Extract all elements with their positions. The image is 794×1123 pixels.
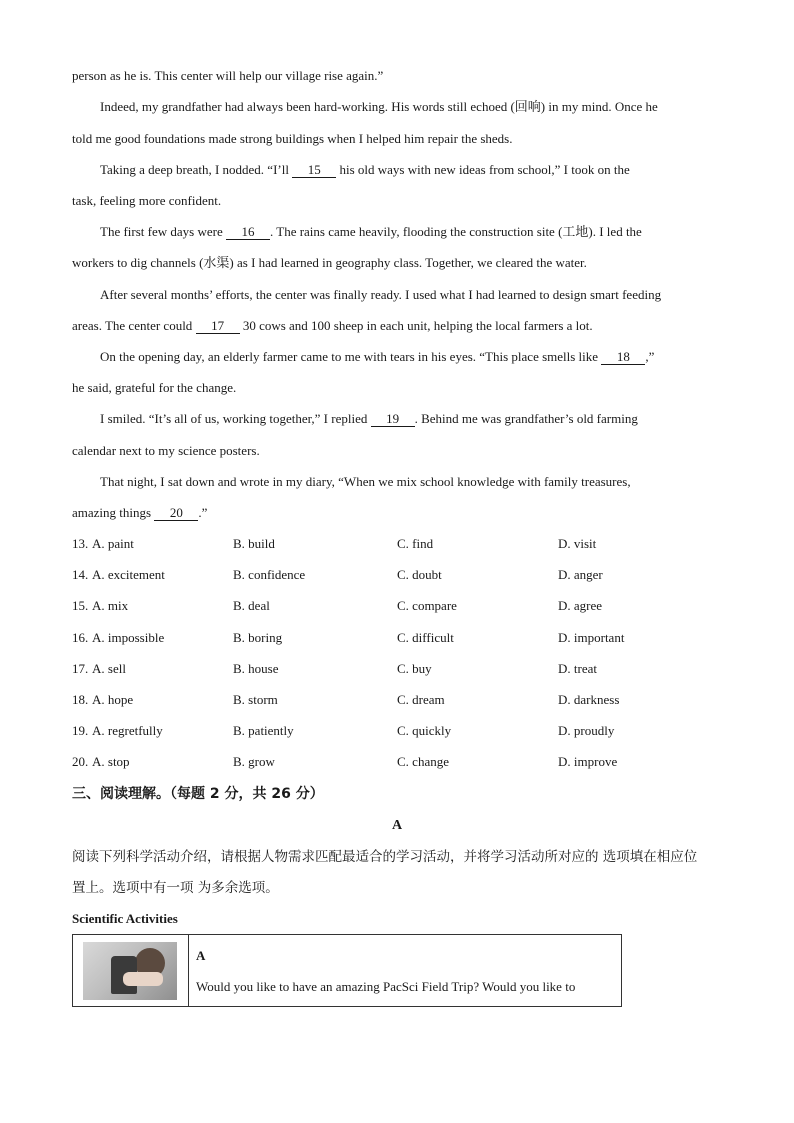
passage-text: 30 cows and 100 sheep in each unit, helping the local farmers a lot. [239,318,593,333]
passage-text: . The rains came heavily, flooding the construction site (工地). I led the [269,224,642,239]
instructions-line-2: 置上。选项中有一项 为多余选项。 [72,880,279,896]
option-c[interactable]: C. find [397,536,434,551]
option-b[interactable]: B. deal [233,598,270,613]
option-b[interactable]: B. grow [233,754,275,769]
passage-line [72,67,383,85]
option-a[interactable]: A. sell [92,661,126,676]
passage-text: On the opening day, an elderly farmer came to me with tears in his eyes. “This place smells like [100,349,602,364]
passage-line [100,348,654,366]
passage-line [72,504,207,522]
answer-blank[interactable]: 17 [196,319,240,334]
passage-text: . Behind me was grandfather’s old farming [414,411,638,426]
option-b[interactable]: B. storm [233,692,278,707]
answer-blank[interactable]: 16 [226,225,270,240]
option-d[interactable]: D. visit [558,536,597,551]
passage-text: he said, grateful for the change. [72,380,237,395]
passage-line [100,473,631,491]
option-a[interactable]: A. paint [92,536,134,551]
activity-image-cell [73,935,189,1006]
option-c[interactable]: C. dream [397,692,445,707]
option-a[interactable]: A. regretfully [92,723,163,738]
option-a[interactable]: A. hope [92,692,134,707]
answer-blank[interactable]: 20 [154,506,198,521]
passage-text: areas. The center could [72,318,196,333]
question-number: 13. [72,536,89,551]
activity-label: A [196,948,206,963]
option-d[interactable]: D. darkness [558,692,620,707]
passage-line [100,286,661,304]
passage-line [72,254,587,272]
option-d[interactable]: D. anger [558,567,603,582]
passage-line [72,442,260,460]
option-a[interactable]: A. impossible [92,630,165,645]
passage-line [100,223,642,241]
option-a[interactable]: A. mix [92,598,129,613]
passage-text: Taking a deep breath, I nodded. “I’ll [100,162,293,177]
option-a[interactable]: A. stop [92,754,130,769]
answer-blank[interactable]: 18 [601,350,645,365]
instructions-line-1: 阅读下列科学活动介绍，请根据人物需求匹配最适合的学习活动，并将学习活动所对应的 选项填在相应位 [72,849,698,865]
passage-text: .” [198,505,208,520]
passage-text: After several months’ efforts, the center was finally ready. I used what I had learned to design smart feeding [100,287,662,302]
passage-text: amazing things [72,505,155,520]
passage-line [72,379,236,397]
activity-description: Would you like to have an amazing PacSci Field Trip? Would you like to [196,979,576,994]
section-3-title: 三、阅读理解。（每题 2 分，共 26 分） [72,786,324,802]
option-d[interactable]: D. agree [558,598,603,613]
passage-line [100,410,638,428]
option-b[interactable]: B. house [233,661,279,676]
passage-text: workers to dig channels (水渠) as I had learned in geography class. Together, we cleared the water. [72,255,587,270]
passage-line [100,161,630,179]
question-number: 18. [72,692,89,707]
question-number: 16. [72,630,89,645]
answer-blank[interactable]: 15 [292,163,336,178]
passage-text: task, feeling more confident. [72,193,222,208]
option-c[interactable]: C. difficult [397,630,454,645]
passage-text: The first few days were [100,224,226,239]
option-c[interactable]: C. compare [397,598,457,613]
option-c[interactable]: C. quickly [397,723,452,738]
activities-subtitle: Scientific Activities [72,911,178,926]
part-a-heading: A [391,818,403,833]
passage-text: his old ways with new ideas from school,” I took on the [336,162,630,177]
passage-text: calendar next to my science posters. [72,443,260,458]
option-a[interactable]: A. excitement [92,567,165,582]
passage-line [100,98,658,116]
option-d[interactable]: D. treat [558,661,597,676]
passage-line [72,317,593,335]
question-number: 15. [72,598,89,613]
option-c[interactable]: C. change [397,754,449,769]
passage-text: Indeed, my grandfather had always been hard-working. His words still echoed (回响) in my mind. Once he [100,99,658,114]
option-d[interactable]: D. important [558,630,625,645]
activity-table [72,934,622,1007]
option-b[interactable]: B. confidence [233,567,306,582]
microscope-girl-photo [83,942,177,1000]
passage-text: told me good foundations made strong buildings when I helped him repair the sheds. [72,131,513,146]
passage-line [72,130,512,148]
question-number: 19. [72,723,89,738]
passage-text: That night, I sat down and wrote in my diary, “When we mix school knowledge with family treasures, [100,474,631,489]
passage-text: I smiled. “It’s all of us, working together,” I replied [100,411,371,426]
option-d[interactable]: D. improve [558,754,618,769]
question-number: 14. [72,567,89,582]
option-c[interactable]: C. doubt [397,567,442,582]
question-number: 20. [72,754,89,769]
passage-text: person as he is. This center will help our village rise again.” [72,68,384,83]
option-b[interactable]: B. build [233,536,275,551]
option-b[interactable]: B. patiently [233,723,294,738]
answer-blank[interactable]: 19 [371,412,415,427]
passage-text: ,” [645,349,655,364]
question-number: 17. [72,661,89,676]
option-c[interactable]: C. buy [397,661,432,676]
option-b[interactable]: B. boring [233,630,283,645]
option-d[interactable]: D. proudly [558,723,615,738]
passage-line [72,192,221,210]
